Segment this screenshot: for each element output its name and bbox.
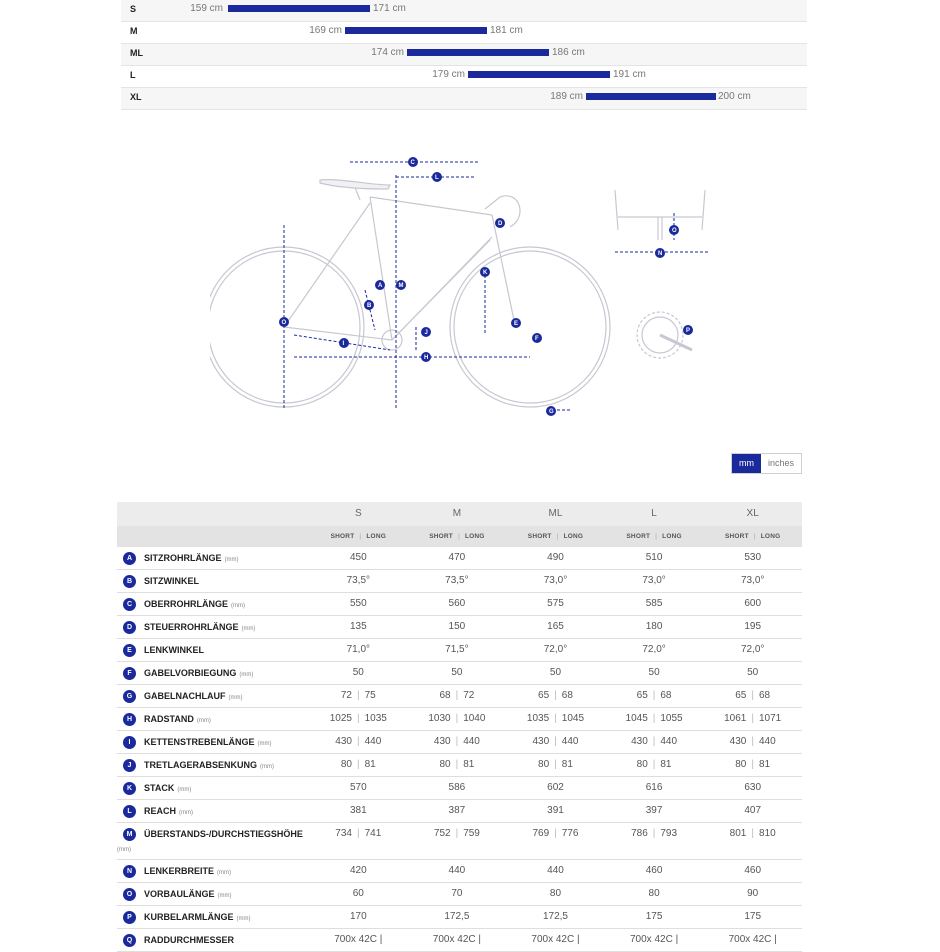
geometry-table: [117, 502, 802, 952]
measurement-unit: (mm): [239, 672, 254, 678]
value-cell: 440: [448, 865, 466, 876]
value-cell: 150: [448, 621, 466, 632]
value-cell: 430 | 440: [729, 736, 776, 747]
measurement-code-badge: P: [123, 911, 136, 924]
size-row-m: [121, 22, 807, 44]
size-col-header: XL: [746, 508, 759, 519]
value-cell: 470: [448, 552, 466, 563]
size-row-ml: [121, 44, 807, 66]
short-long-header: SHORT | LONG: [429, 533, 485, 540]
size-col-header: S: [354, 508, 362, 519]
size-max: 186 cm: [552, 47, 585, 58]
measurement-unit: (mm): [217, 893, 232, 899]
table-row: [117, 570, 802, 593]
table-row: [117, 883, 802, 906]
measurement-code-badge: D: [123, 621, 136, 634]
value-cell: 600: [744, 598, 762, 609]
unit-mm-button[interactable]: mm: [732, 454, 761, 473]
value-cell: 430 | 440: [335, 736, 382, 747]
value-cell: 70: [451, 888, 463, 899]
size-label: L: [130, 70, 136, 80]
size-col-header: L: [651, 508, 657, 519]
size-min: 169 cm: [309, 25, 342, 36]
value-cell: 175: [645, 911, 663, 922]
value-cell: 80 | 81: [735, 759, 771, 770]
svg-text:K: K: [483, 270, 488, 277]
measurement-code-badge: Q: [123, 934, 136, 947]
table-row: [117, 823, 802, 860]
measurement-code-badge: J: [123, 759, 136, 772]
value-cell: 407: [744, 805, 762, 816]
value-cell: 602: [547, 782, 564, 793]
measurement-code-badge: B: [123, 575, 136, 588]
value-cell: 700x 42C |: [334, 934, 383, 945]
measurement-code-badge: L: [123, 805, 136, 818]
value-cell: 50: [648, 667, 660, 678]
table-row: [117, 777, 802, 800]
value-cell: 180: [645, 621, 663, 632]
svg-text:D: D: [498, 221, 503, 228]
value-cell: 65 | 68: [636, 690, 672, 701]
value-cell: 530: [744, 552, 762, 563]
measurement-code-badge: C: [123, 598, 136, 611]
value-cell: 68 | 72: [439, 690, 475, 701]
value-cell: 80 | 81: [439, 759, 475, 770]
value-cell: 1035 | 1045: [526, 713, 585, 724]
value-cell: 165: [547, 621, 564, 632]
svg-text:M: M: [398, 283, 404, 290]
table-row: [117, 662, 802, 685]
table-row: [117, 929, 802, 952]
bike-geometry-diagram: [210, 145, 730, 430]
svg-text:N: N: [658, 251, 663, 258]
size-max: 191 cm: [613, 69, 646, 80]
value-cell: 80: [549, 888, 562, 899]
short-long-header: SHORT | LONG: [626, 533, 682, 540]
value-cell: 769 | 776: [532, 828, 579, 839]
value-cell: 430 | 440: [433, 736, 480, 747]
value-cell: 1030 | 1040: [428, 713, 486, 724]
value-cell: 71,0°: [346, 644, 371, 655]
value-cell: 65 | 68: [538, 690, 573, 701]
value-cell: 700x 42C |: [432, 934, 481, 945]
svg-text:E: E: [514, 321, 519, 328]
value-cell: 50: [549, 667, 562, 678]
value-cell: 510: [645, 552, 663, 563]
measurement-label: RADSTAND (mm): [144, 714, 211, 724]
value-cell: 450: [349, 552, 367, 563]
value-cell: 616: [645, 782, 663, 793]
value-cell: 490: [547, 552, 564, 563]
value-cell: 80 | 81: [340, 759, 376, 770]
table-row: [117, 593, 802, 616]
measurement-label: STACK (mm): [144, 783, 192, 793]
value-cell: 700x 42C |: [728, 934, 777, 945]
size-range-bar: [345, 27, 487, 34]
value-cell: 50: [352, 667, 364, 678]
measurement-unit: (mm): [260, 764, 275, 770]
table-row: [117, 860, 802, 883]
size-label: XL: [130, 92, 142, 102]
svg-text:O: O: [672, 228, 677, 235]
value-cell: 786 | 793: [631, 828, 678, 839]
svg-text:H: H: [424, 355, 429, 362]
value-cell: 430 | 440: [532, 736, 579, 747]
svg-text:O: O: [281, 320, 287, 327]
value-cell: 71,5°: [445, 644, 469, 655]
value-cell: 734 | 741: [335, 828, 382, 839]
measurement-unit: (mm): [231, 603, 246, 609]
measurement-code-badge: I: [123, 736, 136, 749]
table-row: [117, 800, 802, 823]
measurement-code-badge: E: [123, 644, 136, 657]
value-cell: 73,0°: [543, 575, 568, 586]
measurement-unit: (mm): [236, 916, 251, 922]
measurement-code-badge: H: [123, 713, 136, 726]
short-long-header: SHORT | LONG: [330, 533, 386, 540]
value-cell: 72,0°: [543, 644, 568, 655]
measurement-unit: (mm): [177, 787, 192, 793]
size-range-bar: [228, 5, 370, 12]
size-max: 171 cm: [373, 3, 406, 14]
value-cell: 172,5: [542, 911, 568, 922]
value-cell: 585: [645, 598, 663, 609]
value-cell: 73,0°: [642, 575, 666, 586]
value-cell: 397: [645, 805, 663, 816]
measurement-label: KETTENSTREBENLÄNGE (mm): [144, 737, 272, 747]
size-range-bar: [407, 49, 549, 56]
measurement-label: LENKERBREITE (mm): [144, 866, 232, 876]
value-cell: 175: [744, 911, 762, 922]
measurement-label: KURBELARMLÄNGE (mm): [144, 912, 251, 922]
table-row: [117, 616, 802, 639]
value-cell: 73,5°: [346, 575, 371, 586]
table-size-header: [117, 502, 802, 526]
value-cell: 586: [448, 782, 466, 793]
measurement-label: LENKWINKEL: [144, 645, 204, 655]
value-cell: 170: [349, 911, 367, 922]
svg-text:B: B: [367, 303, 372, 310]
measurement-label: STEUERROHRLÄNGE (mm): [144, 622, 256, 632]
value-cell: 700x 42C |: [531, 934, 580, 945]
table-row: [117, 685, 802, 708]
svg-text:A: A: [378, 283, 383, 290]
size-col-header: ML: [548, 508, 563, 519]
value-cell: 60: [352, 888, 364, 899]
value-cell: 575: [547, 598, 564, 609]
size-range-bar: [586, 93, 716, 100]
size-min: 179 cm: [432, 69, 465, 80]
size-label: M: [130, 26, 138, 36]
size-max: 181 cm: [490, 25, 523, 36]
measurement-code-badge: O: [123, 888, 136, 901]
value-cell: 72 | 75: [340, 690, 376, 701]
measurement-label: TRETLAGERABSENKUNG (mm): [144, 760, 275, 770]
measurement-unit: (mm): [117, 847, 131, 853]
value-cell: 172,5: [444, 911, 470, 922]
table-sub-header: [117, 526, 802, 547]
value-cell: 560: [448, 598, 466, 609]
measurement-label: GABELVORBIEGUNG (mm): [144, 668, 254, 678]
measurement-unit: (mm): [179, 810, 194, 816]
measurement-code-badge: G: [123, 690, 136, 703]
svg-text:L: L: [435, 175, 439, 182]
measurement-label: SITZWINKEL: [144, 576, 199, 586]
measurement-code-badge: M: [123, 828, 136, 841]
size-range-chart: [121, 0, 807, 110]
size-max: 200 cm: [718, 91, 751, 102]
measurement-code-badge: K: [123, 782, 136, 795]
size-range-bar: [468, 71, 610, 78]
value-cell: 50: [747, 667, 759, 678]
value-cell: 1025 | 1035: [329, 713, 387, 724]
table-row: [117, 708, 802, 731]
table-row: [117, 906, 802, 929]
value-cell: 1061 | 1071: [724, 713, 782, 724]
value-cell: 90: [747, 888, 759, 899]
size-label: ML: [130, 48, 143, 58]
measurement-label: RADDURCHMESSER: [144, 935, 235, 945]
measurement-unit: (mm): [196, 718, 211, 724]
measurement-unit: (mm): [217, 870, 232, 876]
value-cell: 570: [349, 782, 367, 793]
value-cell: 65 | 68: [735, 690, 771, 701]
value-cell: 72,0°: [642, 644, 666, 655]
table-row: [117, 731, 802, 754]
measurement-unit: (mm): [224, 557, 239, 563]
value-cell: 460: [645, 865, 663, 876]
size-min: 174 cm: [371, 47, 404, 58]
size-row-l: [121, 66, 807, 88]
measurement-code-badge: F: [123, 667, 136, 680]
svg-text:P: P: [686, 328, 691, 335]
value-cell: 391: [547, 805, 564, 816]
svg-text:J: J: [424, 330, 428, 337]
value-cell: 387: [448, 805, 466, 816]
unit-inches-button[interactable]: inches: [761, 454, 801, 473]
size-col-header: M: [452, 508, 462, 519]
measurement-label: VORBAULÄNGE (mm): [144, 889, 232, 899]
measurement-unit: (mm): [228, 695, 243, 701]
table-row: [117, 547, 802, 570]
value-cell: 381: [349, 805, 367, 816]
table-body: [117, 547, 802, 952]
value-cell: 440: [547, 865, 564, 876]
short-long-header: SHORT | LONG: [527, 533, 584, 540]
value-cell: 80 | 81: [538, 759, 573, 770]
measurement-unit: (mm): [241, 626, 256, 632]
measurement-label: SITZROHRLÄNGE (mm): [144, 553, 239, 563]
measurement-unit: (mm): [257, 741, 272, 747]
value-cell: 72,0°: [740, 644, 765, 655]
value-cell: 550: [349, 598, 367, 609]
size-min: 159 cm: [190, 3, 223, 14]
value-cell: 430 | 440: [631, 736, 678, 747]
size-row-s: [121, 0, 807, 22]
short-long-header: SHORT | LONG: [724, 533, 781, 540]
value-cell: 80 | 81: [636, 759, 672, 770]
value-cell: 73,0°: [740, 575, 765, 586]
value-cell: 460: [744, 865, 762, 876]
value-cell: 801 | 810: [729, 828, 776, 839]
value-cell: 73,5°: [445, 575, 469, 586]
measurement-label: REACH (mm): [144, 806, 194, 816]
size-label: S: [130, 4, 137, 14]
measurement-code-badge: A: [123, 552, 136, 565]
measurement-label: OBERROHRLÄNGE (mm): [144, 599, 246, 609]
value-cell: 80: [648, 888, 660, 899]
value-cell: 195: [744, 621, 762, 632]
value-cell: 700x 42C |: [629, 934, 679, 945]
table-row: [117, 754, 802, 777]
measurement-label: GABELNACHLAUF (mm): [144, 691, 243, 701]
size-min: 189 cm: [550, 91, 583, 102]
measurement-label: ÜBERSTANDS-/DURCHSTIEGSHÖHE: [144, 829, 303, 839]
value-cell: 135: [349, 621, 367, 632]
svg-text:F: F: [535, 336, 539, 343]
value-cell: 420: [349, 865, 367, 876]
table-row: [117, 639, 802, 662]
value-cell: 630: [744, 782, 762, 793]
svg-text:G: G: [549, 409, 554, 416]
size-row-xl: [121, 88, 807, 110]
value-cell: 50: [451, 667, 463, 678]
unit-toggle: [731, 453, 802, 474]
value-cell: 752 | 759: [433, 828, 480, 839]
value-cell: 1045 | 1055: [625, 713, 683, 724]
svg-text:I: I: [342, 341, 345, 348]
svg-text:C: C: [410, 160, 415, 167]
measurement-code-badge: N: [123, 865, 136, 878]
